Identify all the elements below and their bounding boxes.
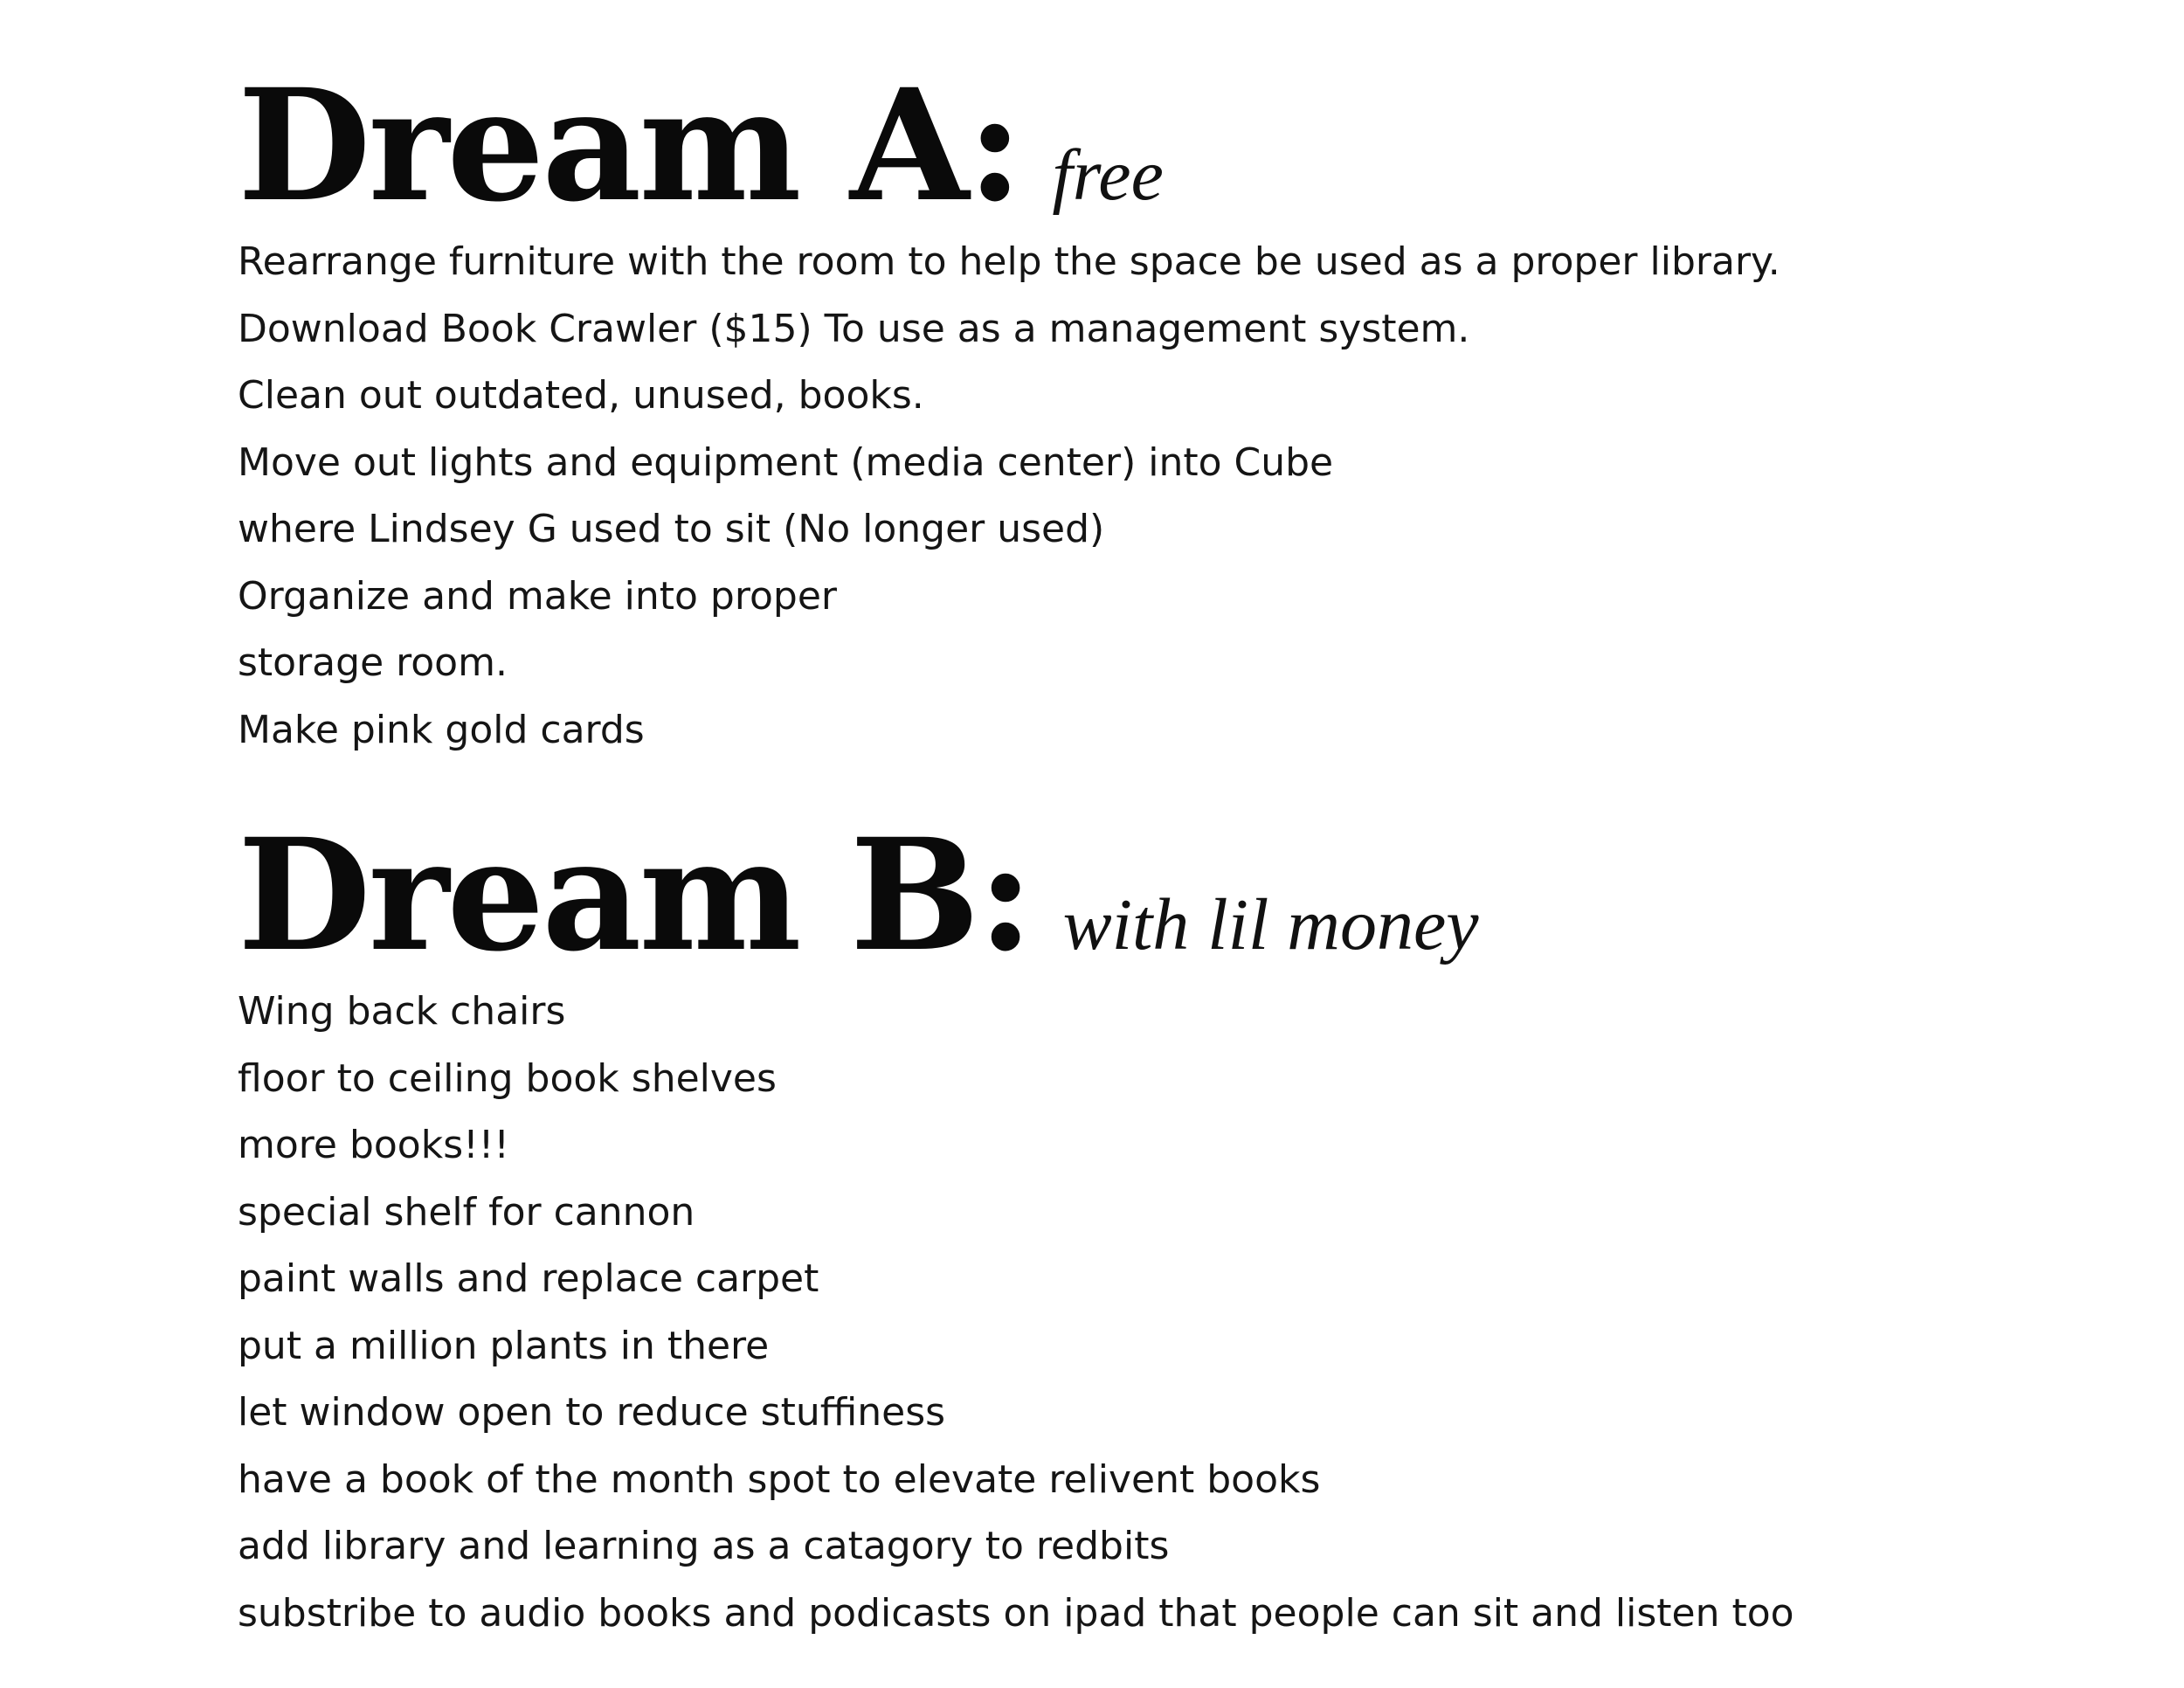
dream-b-item: substribe to audio books and podicasts on ipad that people can sit and listen too xyxy=(238,1590,1794,1636)
dream-b-item: add library and learning as a catagory to redbits xyxy=(238,1524,1170,1568)
dream-b-title: Dream B: xyxy=(238,805,1032,986)
dream-b-item: floor to ceiling book shelves xyxy=(238,1055,777,1101)
dream-a-item: where Lindsey G used to sit (No longer used) xyxy=(238,507,1105,551)
dream-b-item: have a book of the month spot to elevate relivent books xyxy=(238,1456,1321,1502)
dream-b-list xyxy=(238,979,1985,1647)
dream-b-subtitle: with lil money xyxy=(1062,884,1479,965)
dream-a-item: Download Book Crawler ($15) To use as a management system. xyxy=(238,306,1470,351)
dream-b-section xyxy=(238,805,1985,1647)
dream-a-title: Dream A: xyxy=(238,55,1021,236)
dream-a-heading xyxy=(238,55,1985,236)
dream-a-item: Move out lights and equipment (media center) into Cube xyxy=(238,439,1334,485)
dream-a-item: Organize and make into proper xyxy=(238,573,837,619)
dream-a-item: Rearrange furniture with the room to help the space be used as a proper library. xyxy=(238,239,1780,284)
dream-a-item: storage room. xyxy=(238,640,508,685)
dream-b-item: put a million plants in there xyxy=(238,1323,770,1368)
dream-b-item: Wing back chairs xyxy=(238,989,566,1034)
dream-b-item: more books!!! xyxy=(238,1123,510,1167)
dream-a-list xyxy=(238,229,1985,764)
dream-a-section xyxy=(238,55,1985,764)
dream-b-item: let window open to reduce stuffiness xyxy=(238,1390,946,1435)
dream-a-subtitle: free xyxy=(1052,135,1164,216)
dream-b-heading xyxy=(238,805,1985,986)
dream-a-item: Make pink gold cards xyxy=(238,707,645,752)
dream-a-item: Clean out outdated, unused, books. xyxy=(238,373,924,418)
dream-b-item: special shelf for cannon xyxy=(238,1189,695,1235)
dream-b-item: paint walls and replace carpet xyxy=(238,1256,819,1301)
